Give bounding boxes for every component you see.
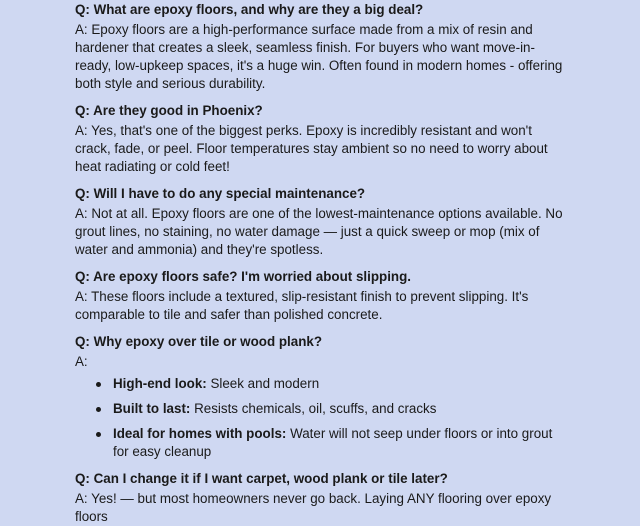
faq-item-what-are-epoxy	[75, 1, 565, 93]
faq-answer: A: Yes, that's one of the biggest perks. Epoxy is incredibly resistant and won't crack, fade, or peel. Floor temperatures stay ambient so no need to worry about heat radiating or cold feet!	[75, 123, 548, 174]
faq-question: Q: Are epoxy floors safe? I'm worried about slipping.	[75, 269, 412, 284]
faq-answer: A: Yes! — but most homeowners never go back. Laying ANY flooring over epoxy floors	[75, 491, 552, 524]
faq-answer: A: Epoxy floors are a high-performance surface made from a mix of resin and hardener that creates a sleek, seamless finish. For buyers who want move-in-ready, low-upkeep spaces, it's a huge win. Often found in modern homes - offering both style and serious durability.	[75, 22, 563, 91]
benefit-list	[75, 375, 565, 461]
faq-item-safety	[75, 268, 565, 324]
faq-answer: A: Not at all. Epoxy floors are one of the lowest-maintenance options available. No grout lines, no staining, no water damage — just a quick sweep or mop (mix of water and ammonia) and they're spotless.	[75, 206, 563, 257]
benefit-text: Water will not seep under floors or into grout for easy cleanup	[113, 426, 553, 459]
faq-item-change-later	[75, 470, 565, 526]
benefit-list-item	[113, 375, 565, 393]
faq-item-phoenix	[75, 102, 565, 176]
benefit-label: Ideal for homes with pools:	[113, 426, 287, 441]
faq-question: Q: Will I have to do any special maintenance?	[75, 186, 366, 201]
benefit-list-item	[113, 425, 565, 461]
faq-question: Q: What are epoxy floors, and why are they a big deal?	[75, 2, 424, 17]
faq-item-maintenance	[75, 185, 565, 259]
faq-item-why-epoxy	[75, 333, 565, 461]
faq-answer: A: These floors include a textured, slip-resistant finish to prevent slipping. It's comparable to tile and safer than polished concrete.	[75, 289, 529, 322]
benefit-list-item	[113, 400, 565, 418]
benefit-label: High-end look:	[113, 376, 207, 391]
faq-question: Q: Are they good in Phoenix?	[75, 103, 263, 118]
benefit-text: Sleek and modern	[206, 376, 320, 391]
faq-answer: A:	[75, 354, 88, 369]
faq-question: Q: Can I change it if I want carpet, wood plank or tile later?	[75, 471, 448, 486]
benefit-text: Resists chemicals, oil, scuffs, and cracks	[190, 401, 437, 416]
faq-question: Q: Why epoxy over tile or wood plank?	[75, 334, 323, 349]
benefit-label: Built to last:	[113, 401, 191, 416]
